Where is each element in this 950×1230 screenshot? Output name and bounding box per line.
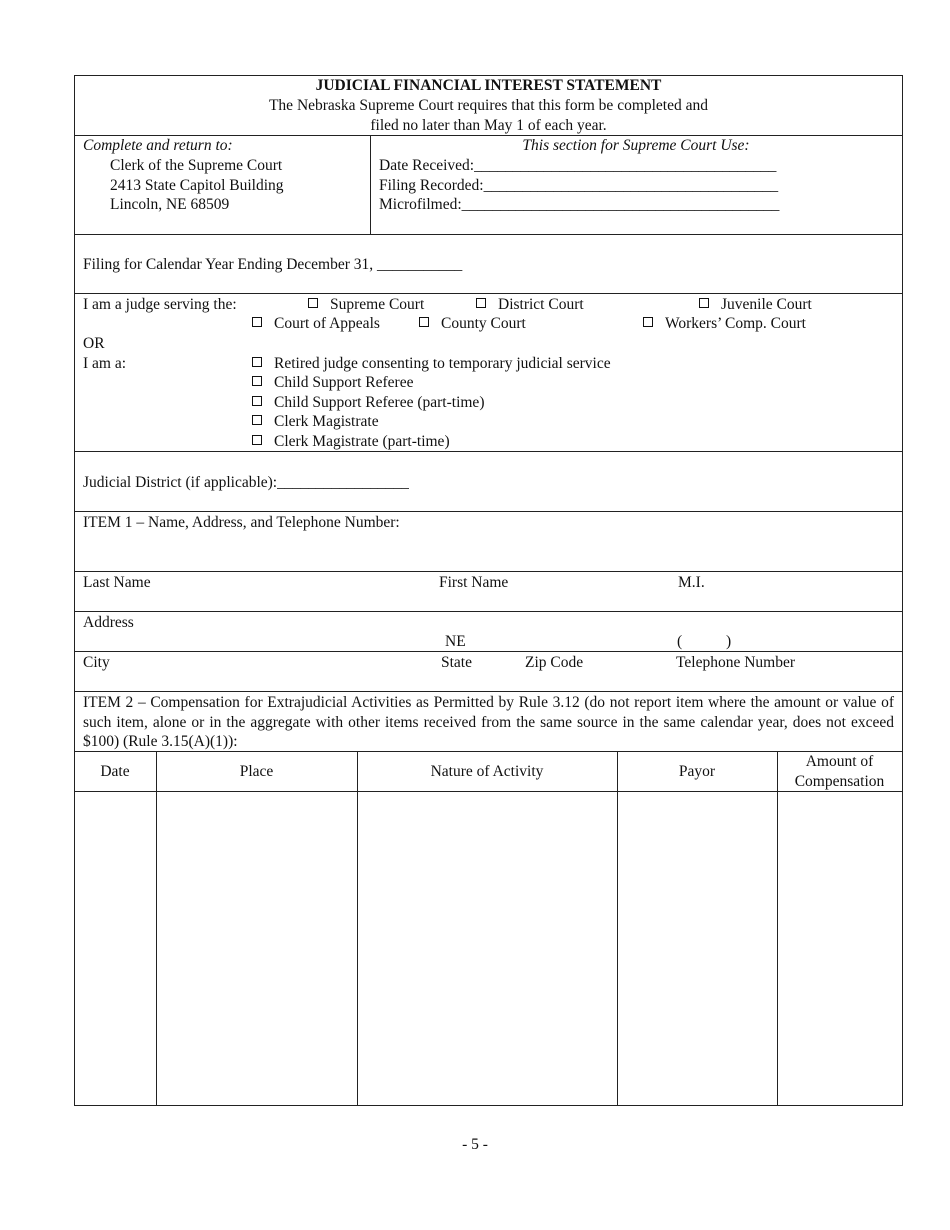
header-line-1: The Nebraska Supreme Court requires that this form be completed and bbox=[268, 97, 709, 114]
date-entry-cell[interactable] bbox=[75, 792, 156, 1105]
divider bbox=[74, 293, 903, 294]
city-label: City bbox=[83, 654, 110, 671]
checkbox-child-support-referee[interactable] bbox=[252, 376, 262, 386]
form-title: JUDICIAL FINANCIAL INTEREST STATEMENT bbox=[315, 77, 662, 94]
zip-label: Zip Code bbox=[525, 654, 584, 671]
column-header-compensation: Compensation bbox=[794, 773, 885, 790]
filing-year-field[interactable]: Filing for Calendar Year Ending December 31, ___________ bbox=[83, 256, 463, 273]
court-option-label: District Court bbox=[498, 296, 584, 313]
column-header-place: Place bbox=[239, 763, 274, 780]
divider bbox=[74, 611, 903, 612]
frame-bottom bbox=[74, 1105, 903, 1106]
court-option-label: Juvenile Court bbox=[721, 296, 812, 313]
column-header-date: Date bbox=[100, 763, 130, 780]
role-option-label: Retired judge consenting to temporary judicial service bbox=[274, 355, 611, 372]
court-option-label: Workers’ Comp. Court bbox=[665, 315, 806, 332]
court-use-label: This section for Supreme Court Use: bbox=[522, 137, 750, 154]
court-option-label: Court of Appeals bbox=[274, 315, 380, 332]
divider bbox=[74, 511, 903, 512]
role-option-label: Child Support Referee bbox=[274, 374, 414, 391]
divider bbox=[74, 234, 903, 235]
mi-label: M.I. bbox=[678, 574, 705, 591]
checkbox-juvenile-court[interactable] bbox=[699, 298, 709, 308]
return-to-label: Complete and return to: bbox=[83, 137, 233, 154]
frame-right bbox=[902, 75, 903, 1106]
header-line-2: filed no later than May 1 of each year. bbox=[370, 117, 607, 134]
frame-top bbox=[74, 75, 903, 76]
place-entry-cell[interactable] bbox=[157, 792, 357, 1105]
court-option-label: Supreme Court bbox=[330, 296, 425, 313]
checkbox-district-court[interactable] bbox=[476, 298, 486, 308]
checkbox-county-court[interactable] bbox=[419, 317, 429, 327]
telephone-label: Telephone Number bbox=[676, 654, 795, 671]
page-number: - 5 - bbox=[462, 1136, 488, 1153]
address-label: Address bbox=[83, 614, 134, 631]
nature-entry-cell[interactable] bbox=[358, 792, 617, 1105]
return-address-line: Clerk of the Supreme Court bbox=[110, 157, 283, 174]
checkbox-court-of-appeals[interactable] bbox=[252, 317, 262, 327]
filing-recorded-field[interactable]: Filing Recorded:______________________________________ bbox=[379, 177, 779, 194]
last-name-label: Last Name bbox=[83, 574, 151, 591]
amount-entry-cell[interactable] bbox=[778, 792, 902, 1105]
phone-paren-close: ) bbox=[726, 633, 732, 650]
divider bbox=[74, 571, 903, 572]
divider bbox=[74, 691, 903, 692]
state-label: State bbox=[441, 654, 472, 671]
payor-entry-cell[interactable] bbox=[618, 792, 777, 1105]
divider bbox=[74, 751, 903, 752]
role-option-label: Clerk Magistrate bbox=[274, 413, 379, 430]
column-header-amount: Amount of bbox=[805, 753, 874, 770]
item1-title: ITEM 1 – Name, Address, and Telephone Number: bbox=[83, 514, 400, 531]
judge-label: I am a judge serving the: bbox=[83, 296, 237, 313]
first-name-label: First Name bbox=[439, 574, 509, 591]
return-address-line: 2413 State Capitol Building bbox=[110, 177, 284, 194]
microfilmed-field[interactable]: Microfilmed:_________________________________________ bbox=[379, 196, 780, 213]
divider bbox=[74, 135, 903, 136]
checkbox-clerk-magistrate[interactable] bbox=[252, 415, 262, 425]
judicial-district-field[interactable]: Judicial District (if applicable):_________________ bbox=[83, 474, 409, 491]
column-header-payor: Payor bbox=[678, 763, 716, 780]
return-address-line: Lincoln, NE 68509 bbox=[110, 196, 230, 213]
checkbox-workers-comp-court[interactable] bbox=[643, 317, 653, 327]
date-received-field[interactable]: Date Received:_______________________________________ bbox=[379, 157, 777, 174]
checkbox-supreme-court[interactable] bbox=[308, 298, 318, 308]
role-option-label: Clerk Magistrate (part-time) bbox=[274, 433, 450, 450]
checkbox-clerk-magistrate-part-time[interactable] bbox=[252, 435, 262, 445]
divider bbox=[74, 451, 903, 452]
role-option-label: Child Support Referee (part-time) bbox=[274, 394, 485, 411]
checkbox-retired-judge[interactable] bbox=[252, 357, 262, 367]
court-option-label: County Court bbox=[441, 315, 526, 332]
phone-paren-open: ( bbox=[677, 633, 683, 650]
state-value: NE bbox=[445, 633, 466, 650]
i-am-label: I am a: bbox=[83, 355, 127, 372]
divider bbox=[74, 651, 903, 652]
column-header-nature: Nature of Activity bbox=[430, 763, 544, 780]
item2-text: ITEM 2 – Compensation for Extrajudicial Activities as Permitted by Rule 3.12 (do not report item where the amount or value of such item, alone or in the aggregate with other items received from the same source in the same calendar year, does not exceed $100) (Rule 3.15(A)(1)): bbox=[83, 694, 894, 750]
checkbox-child-support-referee-part-time[interactable] bbox=[252, 396, 262, 406]
or-label: OR bbox=[83, 335, 105, 352]
